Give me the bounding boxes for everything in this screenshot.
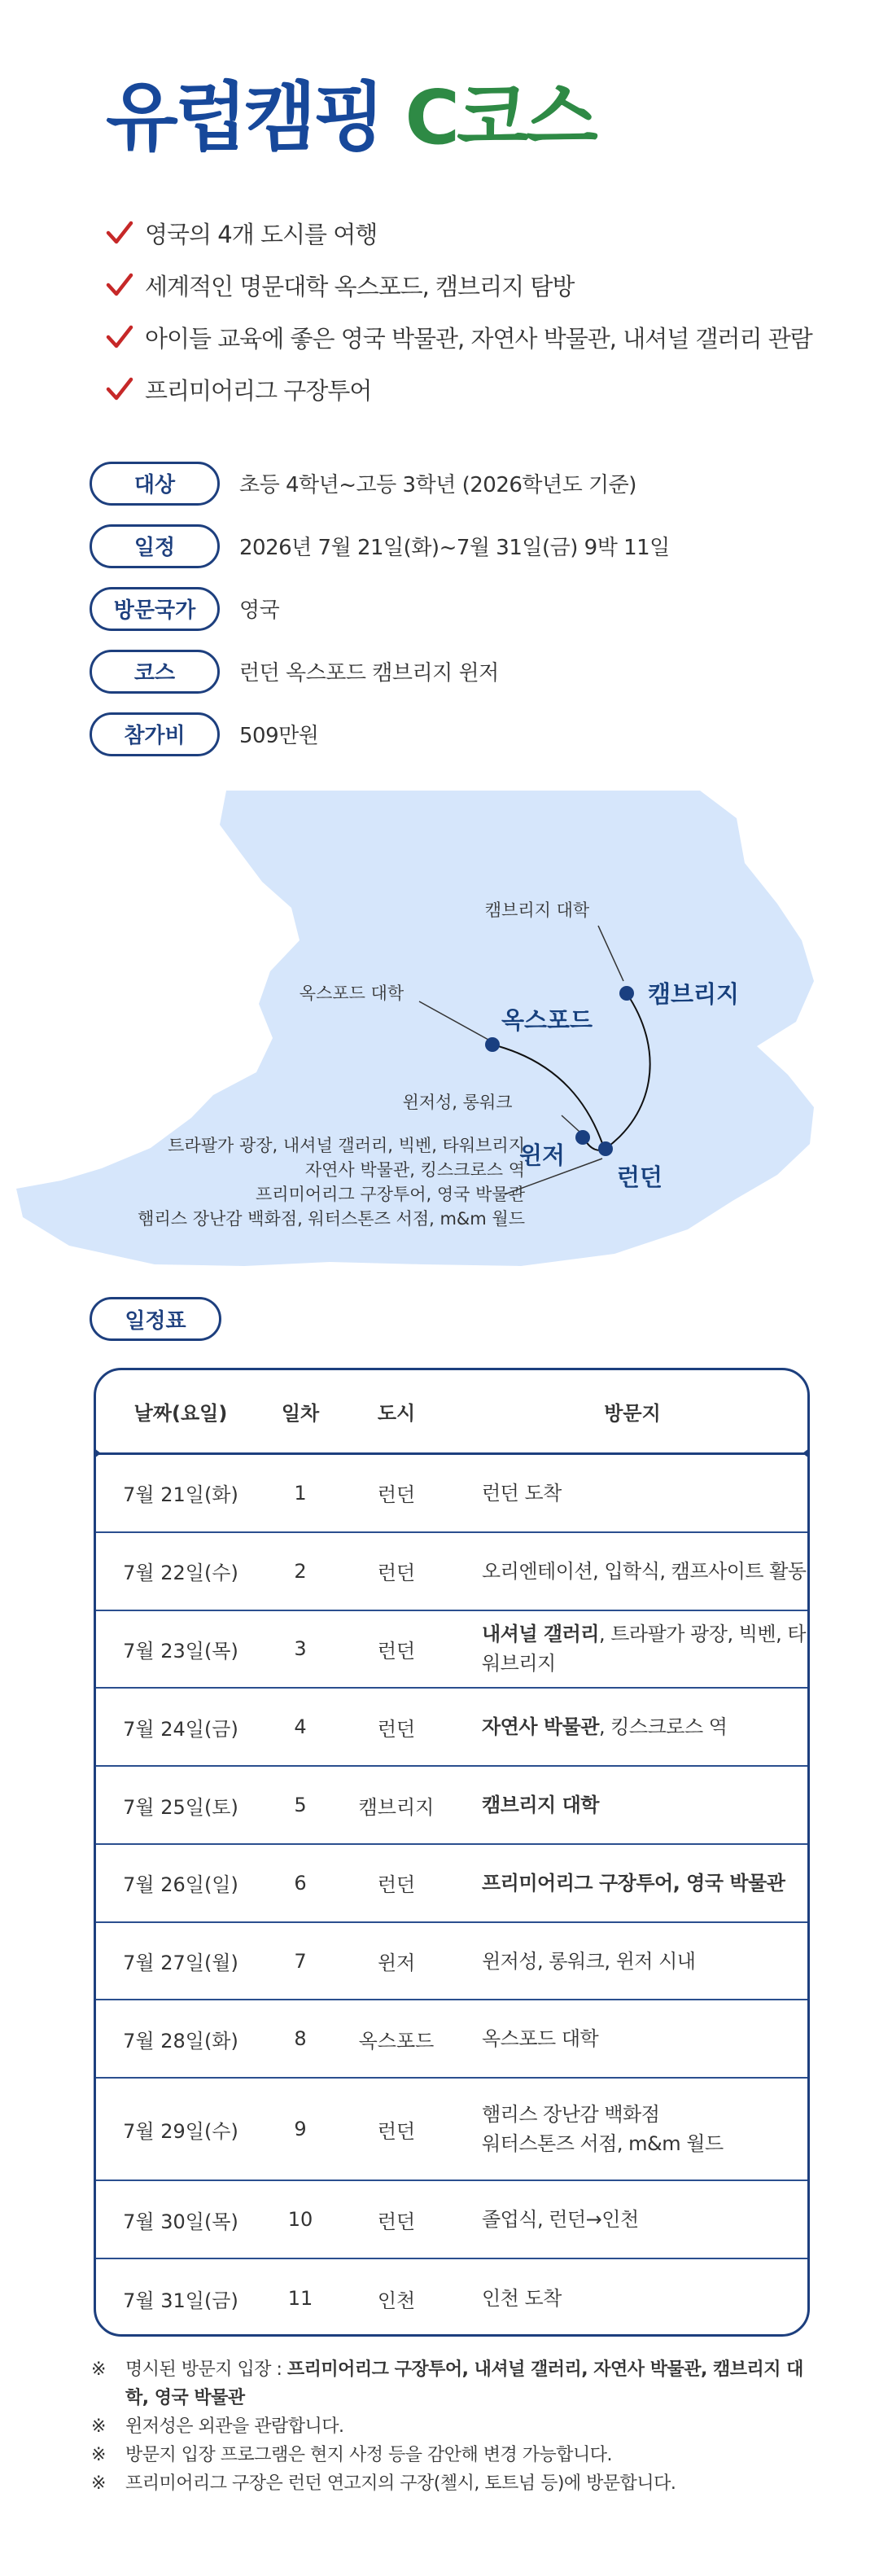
cell-visit (457, 2284, 807, 2313)
header-date: 날짜(요일) (133, 1402, 228, 1425)
info-value: 런던 옥스포드 캠브리지 윈저 (239, 661, 499, 686)
schedule-table (94, 1368, 810, 2337)
header-day: 일차 (281, 1402, 320, 1425)
visit-highlight: 내셔널 갤러리 (482, 1623, 599, 1646)
table-row (96, 1923, 807, 2001)
cell-city: 런던 (377, 1873, 416, 1897)
cell-city: 런던 (377, 1639, 416, 1663)
table-row (96, 1455, 807, 1533)
highlight-text: 프리미어리그 구장투어 (145, 376, 372, 405)
checkmark-icon (106, 221, 133, 245)
checkmark-icon (106, 325, 133, 349)
table-row (96, 1845, 807, 1923)
checkmark-icon (106, 273, 133, 297)
info-label: 대상 (90, 462, 220, 506)
cell-city: 런던 (377, 2210, 416, 2233)
note-symbol: ※ (91, 2416, 106, 2437)
cell-visit (457, 1790, 807, 1820)
cell-day: 8 (294, 2027, 307, 2051)
cell-day: 5 (294, 1794, 307, 1817)
note-item (91, 2412, 824, 2441)
cell-city: 런던 (377, 1483, 416, 1507)
cell-visit (457, 1947, 807, 1976)
london-dot (598, 1141, 613, 1156)
checkmark-icon (106, 377, 133, 401)
route-map (0, 786, 879, 1274)
note-text (125, 2355, 824, 2412)
london-note-line: 햄리스 장난감 백화점, 워터스톤즈 서점, m&m 월드 (138, 1209, 525, 1229)
note-prefix: 명시된 방문지 입장 : (125, 2359, 287, 2380)
highlight-item (106, 259, 812, 311)
cell-day: 10 (287, 2208, 313, 2232)
info-label: 참가비 (90, 712, 220, 756)
cell-date: 7월 25일(토) (123, 1795, 238, 1819)
title-course: C코스 (405, 74, 595, 161)
visit-text: , 트라팔가 광장, 빅벤, 타워브리지 (482, 1623, 807, 1676)
cell-date: 7월 27일(월) (123, 1952, 238, 1975)
cell-city: 런던 (377, 1562, 416, 1585)
cell-date: 7월 24일(금) (123, 1717, 238, 1741)
windsor-label: 윈저 (519, 1141, 566, 1169)
cell-visit (457, 1557, 807, 1586)
notes-section (91, 2355, 824, 2498)
info-table (90, 452, 670, 765)
note-symbol: ※ (91, 2473, 106, 2494)
info-label: 코스 (90, 650, 220, 694)
cell-date: 7월 30일(목) (123, 2210, 238, 2233)
highlights-list (106, 207, 812, 415)
cell-visit (457, 1619, 807, 1678)
cell-day: 2 (294, 1559, 307, 1583)
cambridge-note: 캠브리지 대학 (484, 900, 590, 920)
cell-day: 1 (294, 1481, 307, 1505)
info-row-course (90, 640, 670, 703)
page-title (106, 67, 595, 161)
windsor-note: 윈저성, 롱워크 (402, 1093, 513, 1112)
cell-visit (457, 2205, 807, 2234)
cell-visit (457, 1479, 807, 1508)
table-row (96, 2000, 807, 2079)
oxford-dot (485, 1037, 500, 1052)
cell-visit (457, 1712, 807, 1741)
visit-text: 인천 도착 (482, 2287, 562, 2311)
header-visit: 방문지 (604, 1402, 661, 1425)
cell-date: 7월 26일(일) (123, 1873, 238, 1897)
note-item (91, 2469, 824, 2498)
cell-date: 7월 28일(화) (123, 2029, 238, 2052)
cell-visit (457, 1868, 807, 1898)
note-text: 프리미어리그 구장은 런던 연고지의 구장(첼시, 토트넘 등)에 방문합니다. (125, 2473, 676, 2494)
info-value: 영국 (239, 598, 280, 623)
cell-city: 캠브리지 (358, 1795, 435, 1819)
table-row (96, 2259, 807, 2337)
cell-visit (457, 2100, 807, 2158)
highlight-item (106, 363, 812, 415)
cell-date: 7월 22일(수) (123, 1562, 238, 1585)
note-bold-places: 프리미어리그 구장투어, 내셔널 갤러리, 자연사 박물관, 캠브리지 대학, 영국 박물관 (125, 2359, 803, 2408)
note-symbol: ※ (91, 2359, 106, 2380)
note-item (91, 2441, 824, 2469)
table-row (96, 1689, 807, 1767)
oxford-label: 옥스포드 (501, 1006, 593, 1034)
cambridge-label: 캠브리지 (648, 980, 740, 1008)
note-text: 윈저성은 외관을 관람합니다. (125, 2416, 344, 2437)
cell-city: 런던 (377, 1717, 416, 1741)
visit-highlight: 자연사 박물관 (482, 1715, 599, 1739)
highlight-item (106, 207, 812, 259)
table-row (96, 2181, 807, 2259)
cell-date: 7월 21일(화) (123, 1483, 238, 1507)
visit-text: 오리엔테이션, 입학식, 캠프사이트 활동 (482, 1559, 807, 1583)
info-row-fee (90, 703, 670, 765)
info-value: 2026년 7월 21일(화)~7월 31일(금) 9박 11일 (239, 536, 670, 560)
note-item (91, 2355, 824, 2412)
schedule-label: 일정표 (90, 1297, 221, 1341)
cell-day: 3 (294, 1637, 307, 1661)
table-row (96, 1533, 807, 1611)
info-row-schedule (90, 515, 670, 577)
cell-day: 6 (294, 1871, 307, 1895)
cambridge-dot (619, 986, 634, 1001)
table-header (96, 1370, 807, 1455)
visit-highlight: 프리미어리그 구장투어, 영국 박물관 (482, 1871, 785, 1895)
visit-text: 워터스톤즈 서점, m&m 월드 (482, 2132, 724, 2156)
highlight-text: 세계적인 명문대학 옥스포드, 캠브리지 탐방 (145, 272, 575, 300)
cell-date: 7월 29일(수) (123, 2119, 238, 2143)
cell-city: 윈저 (377, 1952, 416, 1975)
table-body (96, 1455, 807, 2337)
london-note-line: 자연사 박물관, 킹스크로스 역 (304, 1160, 525, 1180)
header-marker (94, 1448, 101, 1458)
table-row (96, 2079, 807, 2181)
info-label: 일정 (90, 524, 220, 568)
cell-city: 인천 (377, 2289, 416, 2312)
oxford-note: 옥스포드 대학 (299, 984, 405, 1003)
cell-day: 11 (287, 2287, 313, 2311)
cell-day: 7 (294, 1949, 307, 1973)
info-label: 방문국가 (90, 587, 220, 631)
info-row-country (90, 577, 670, 640)
cell-city: 런던 (377, 2119, 416, 2143)
info-value: 509만원 (239, 724, 319, 748)
highlight-text: 아이들 교육에 좋은 영국 박물관, 자연사 박물관, 내셔널 갤러리 관람 (145, 324, 812, 353)
header-marker (802, 1448, 809, 1458)
cell-day: 9 (294, 2118, 307, 2141)
header-city: 도시 (377, 1402, 416, 1425)
title-main: 유럽캠핑 (106, 74, 383, 161)
visit-text: , 킹스크로스 역 (598, 1715, 728, 1739)
info-row-target (90, 452, 670, 515)
windsor-dot (575, 1130, 590, 1145)
cell-date: 7월 23일(목) (123, 1639, 238, 1663)
note-symbol: ※ (91, 2445, 106, 2465)
visit-text: 윈저성, 롱워크, 윈저 시내 (482, 1949, 696, 1973)
table-row (96, 1611, 807, 1689)
highlight-item (106, 311, 812, 363)
london-label: 런던 (617, 1163, 663, 1191)
cell-day: 4 (294, 1715, 307, 1739)
london-note-line: 프리미어리그 구장투어, 영국 박물관 (256, 1185, 525, 1204)
visit-text: 햄리스 장난감 백화점 (482, 2103, 660, 2127)
london-note-line: 트라팔가 광장, 내셔널 갤러리, 빅벤, 타워브리지 (168, 1136, 525, 1155)
info-value: 초등 4학년~고등 3학년 (2026학년도 기준) (239, 473, 636, 497)
visit-highlight: 캠브리지 대학 (482, 1794, 599, 1817)
highlight-text: 영국의 4개 도시를 여행 (145, 220, 378, 248)
visit-text: 런던 도착 (482, 1481, 562, 1505)
cell-visit (457, 2024, 807, 2053)
table-row (96, 1767, 807, 1845)
visit-text: 옥스포드 대학 (482, 2027, 599, 2051)
note-text: 방문지 입장 프로그램은 현지 사정 등을 감안해 변경 가능합니다. (125, 2445, 612, 2465)
cell-date: 7월 31일(금) (123, 2289, 238, 2312)
cell-city: 옥스포드 (358, 2029, 435, 2052)
visit-text: 졸업식, 런던→인천 (482, 2208, 639, 2232)
